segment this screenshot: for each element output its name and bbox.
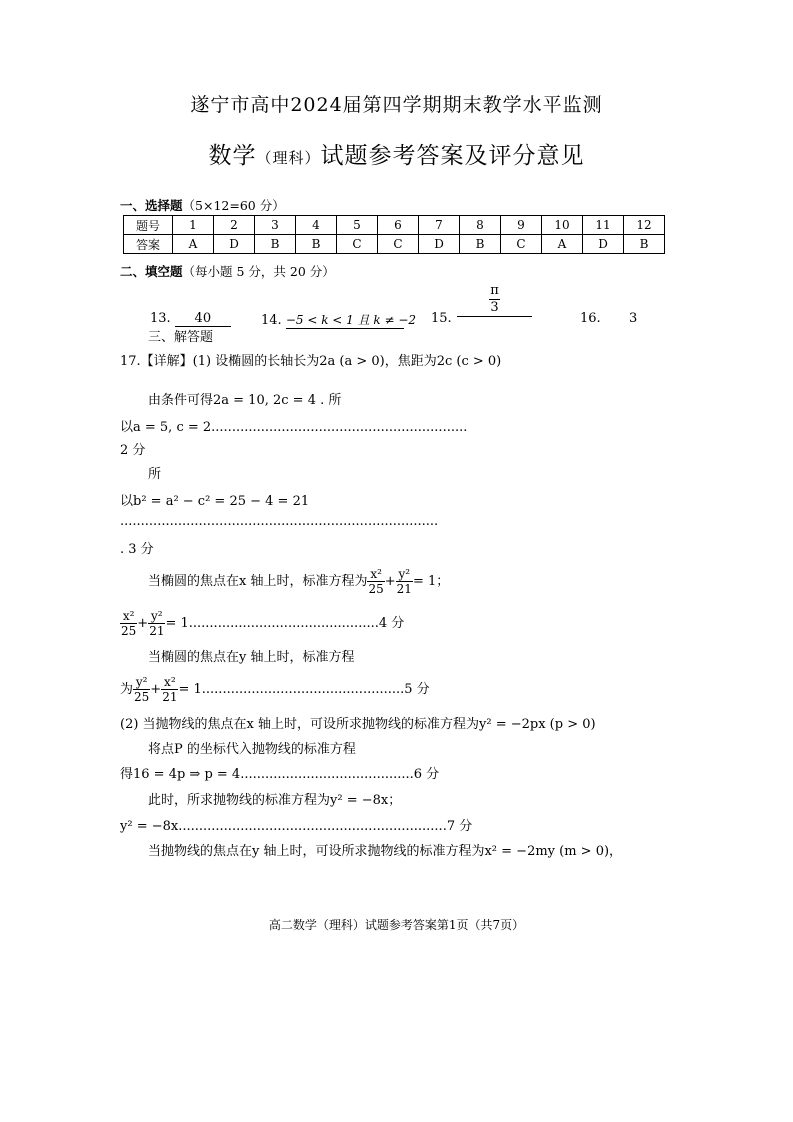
section-fill-note: （每小题 5 分，共 20 分）	[182, 264, 335, 279]
solution-line-5: 以b² = a² − c² = 25 − 4 = 21	[120, 494, 310, 509]
table-cell: 8	[460, 216, 501, 235]
score-4: 4 分	[378, 616, 405, 631]
table-cell: 3	[255, 216, 296, 235]
table-cell: 4	[296, 216, 337, 235]
document-subtitle	[0, 137, 793, 170]
equals-one: = 1	[165, 616, 189, 631]
fraction	[161, 675, 178, 704]
denominator: 21	[162, 690, 178, 704]
denominator: 21	[149, 624, 165, 638]
answer-table	[123, 215, 665, 254]
fraction	[367, 567, 384, 596]
denominator: 21	[396, 582, 412, 596]
prefix-text: 为	[120, 682, 134, 697]
solution-line-11: (2) 当抛物线的焦点在x 轴上时，可设所求抛物线的标准方程为y² = −2px (p > 0)	[120, 717, 596, 732]
q13-number: 13.	[150, 311, 171, 326]
q15-answer	[457, 283, 532, 317]
score-2: 2 分	[120, 443, 146, 458]
solution-line-12: 将点P 的坐标代入抛物线的标准方程	[148, 742, 356, 757]
plus-sign: +	[150, 682, 162, 697]
q14-number: 14.	[261, 313, 282, 328]
q14-answer: −5 < k < 1 且 k ≠ −2	[285, 313, 417, 327]
solution-line-9: 当椭圆的焦点在y 轴上时，标准方程	[148, 650, 355, 665]
table-cell: D	[214, 235, 255, 254]
table-cell: A	[173, 235, 214, 254]
solution-line-1: 17.【详解】(1) 设椭圆的长轴长为2a (a > 0)，焦距为2c (c > 0)	[120, 354, 502, 369]
solution-line-3: 以a = 5, c = 2..............................................................	[120, 420, 468, 435]
q16-number: 16.	[580, 311, 601, 326]
numerator: y²	[396, 567, 413, 582]
section-choice-label: 一、选择题	[120, 198, 183, 213]
table-cell: D	[419, 235, 460, 254]
plus-sign: +	[137, 616, 149, 631]
solution-line-16: 当抛物线的焦点在y 轴上时，可设所求抛物线的标准方程为x² = −2my (m > 0)，	[148, 844, 623, 859]
table-cell: 9	[501, 216, 542, 235]
solution-line-13-text: 得16 = 4p ⇒ p = 4	[120, 767, 241, 782]
table-cell: 10	[542, 216, 583, 235]
fill-q13	[150, 311, 231, 327]
solution-line-10: 为 $\frac{\text{y²}}{25}$ + $\frac{\text{x²}}{21}$ = 1.................................................5 分	[120, 675, 430, 704]
solution-line-8: $\frac{\text{x²}}{25}$ + $\frac{\text{y²}}{21}$ = 1..............................................4 分	[121, 609, 405, 638]
table-cell: C	[501, 235, 542, 254]
subtitle-rest: 试题参考答案及评分意见	[320, 143, 585, 169]
solution-line-4: 所	[148, 467, 162, 482]
numerator: x²	[367, 567, 384, 582]
table-cell: B	[255, 235, 296, 254]
denominator: 25	[121, 624, 137, 638]
q15-fraction	[489, 283, 500, 316]
score-6: 6 分	[413, 767, 440, 782]
table-cell: 5	[337, 216, 378, 235]
table-cell: 2	[214, 216, 255, 235]
answer-table-row-numbers	[124, 216, 665, 235]
page-footer: 高二数学（理科）试题参考答案第1页（共7页）	[268, 918, 525, 932]
score-3: . 3 分	[120, 542, 154, 557]
table-cell: B	[460, 235, 501, 254]
q15-number: 15.	[431, 311, 452, 326]
q15-numerator: π	[490, 283, 499, 298]
solution-line-2: 由条件可得2a = 10, 2c = 4 . 所	[148, 393, 342, 408]
subtitle-small: （理科）	[256, 149, 321, 167]
fraction	[396, 567, 413, 596]
table-cell: B	[624, 235, 665, 254]
solution-line-7	[148, 567, 449, 596]
section-fill-heading	[120, 262, 335, 280]
subtitle-main: 数学	[208, 143, 257, 169]
fraction	[120, 609, 137, 638]
score-7: 7 分	[446, 819, 473, 834]
table-cell: B	[296, 235, 337, 254]
table-cell: D	[583, 235, 624, 254]
solution-line-7-text: 当椭圆的焦点在x 轴上时，标准方程为	[148, 574, 368, 589]
q15-denominator: 3	[490, 300, 499, 315]
section-choice-heading	[120, 196, 285, 214]
numerator: x²	[161, 675, 178, 690]
solution-line-15-text: y² = −8x	[120, 819, 179, 834]
document-title: 遂宁市高中2024届第四学期期末教学水平监测	[190, 94, 603, 116]
table-cell: 11	[583, 216, 624, 235]
solution-line-15: y² = −8x.................................................................7 分	[120, 819, 473, 834]
table-cell: C	[378, 235, 419, 254]
fill-q14	[261, 311, 417, 329]
denominator: 25	[134, 690, 150, 704]
table-cell: 6	[378, 216, 419, 235]
table-cell: 1	[173, 216, 214, 235]
numerator: x²	[120, 609, 137, 624]
table-cell: 12	[624, 216, 665, 235]
dot-leader: .............................................................................	[120, 514, 439, 529]
q16-answer: 3	[629, 311, 638, 326]
answer-table-row-answers	[124, 235, 665, 254]
numerator: y²	[133, 675, 150, 690]
section-answer-heading: 三、解答题	[148, 330, 214, 345]
table-cell: C	[337, 235, 378, 254]
section-fill-label: 二、填空题	[120, 264, 183, 279]
table-cell: 7	[419, 216, 460, 235]
table-cell: A	[542, 235, 583, 254]
score-5: 5 分	[404, 682, 430, 697]
equals-one: = 1	[178, 682, 202, 697]
solution-line-13: 得16 = 4p ⇒ p = 4..........................................6 分	[120, 767, 440, 782]
solution-line-3-text: 以a = 5, c = 2	[120, 420, 212, 435]
numerator: y²	[148, 609, 165, 624]
fraction	[148, 609, 165, 638]
section-choice-note: （5×12=60 分）	[182, 198, 285, 213]
denominator: 25	[368, 582, 384, 596]
table-header-number: 题号	[124, 216, 173, 235]
table-header-answer: 答案	[124, 235, 173, 254]
solution-line-14: 此时，所求抛物线的标准方程为y² = −8x；	[148, 793, 402, 808]
q13-answer: 40	[175, 311, 231, 327]
solution-line-7-end: = 1；	[412, 574, 450, 589]
plus-sign: +	[384, 574, 396, 589]
fraction	[133, 675, 150, 704]
